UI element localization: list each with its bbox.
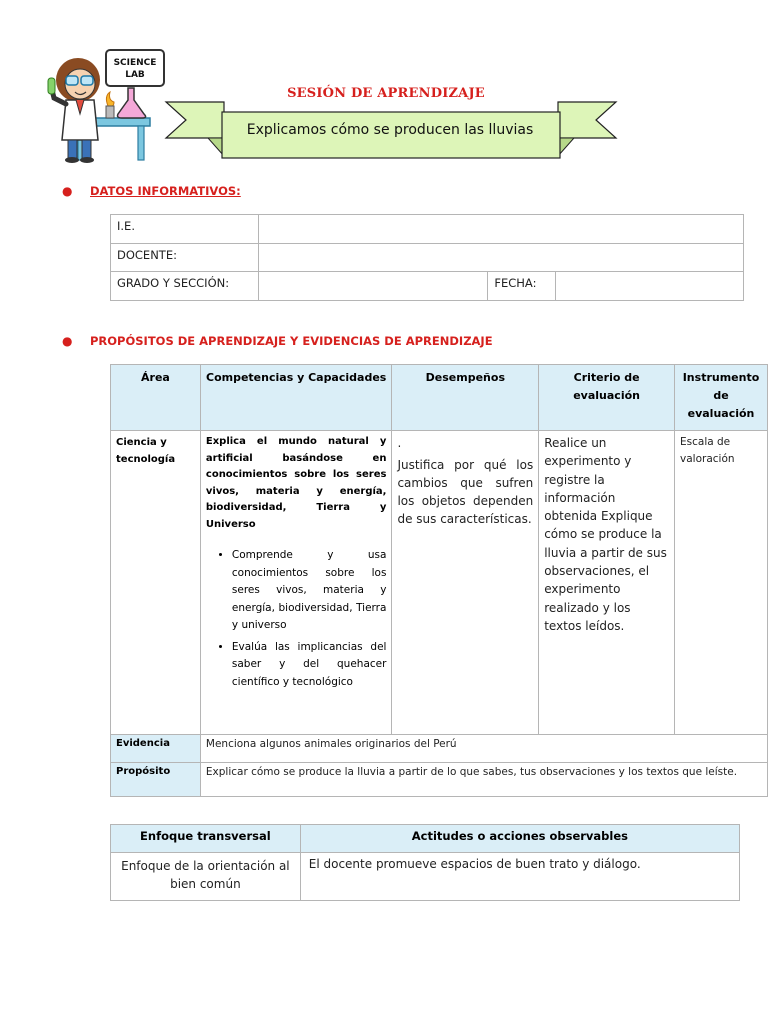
table-row xyxy=(111,215,744,244)
header-criterio: Criterio de evaluación xyxy=(539,365,675,431)
section-title: PROPÓSITOS DE APRENDIZAJE Y EVIDENCIAS DE APRENDIZAJE xyxy=(90,334,493,348)
grado-label: GRADO Y SECCIÓN: xyxy=(111,272,259,301)
svg-text:LAB: LAB xyxy=(125,70,145,80)
table-row xyxy=(111,763,768,797)
ie-label: I.E. xyxy=(111,215,259,244)
table-header-row xyxy=(111,825,740,853)
header-competencias: Competencias y Capacidades xyxy=(200,365,392,431)
list-item: • Evalúa las implicancias del saber y del quehacer científico y tecnológico xyxy=(232,639,387,692)
enfoque-table xyxy=(110,824,740,901)
area-cell: Ciencia y tecnología xyxy=(111,431,201,735)
capacidades-list xyxy=(206,547,387,691)
desempeno-text: Justifica por qué los cambios que sufren los objetos dependen de sus características. xyxy=(397,458,534,526)
fecha-value[interactable] xyxy=(556,272,744,301)
docente-value[interactable] xyxy=(258,243,743,272)
actitud-value: El docente promueve espacios de buen trato y diálogo. xyxy=(300,853,739,901)
table-row xyxy=(111,853,740,901)
section-title: DATOS INFORMATIVOS: xyxy=(90,184,241,198)
instrumento-cell: Escala de valoración xyxy=(675,431,768,735)
svg-text:SCIENCE: SCIENCE xyxy=(113,58,157,68)
header-instrumento: Instrumento de evaluación xyxy=(675,365,768,431)
docente-label: DOCENTE: xyxy=(111,243,259,272)
fecha-label: FECHA: xyxy=(488,272,556,301)
section-datos-informativos xyxy=(62,184,241,198)
header-enfoque: Enfoque transversal xyxy=(111,825,301,853)
competencia-text: Explica el mundo natural y artificial basándose en conocimientos sobre los seres vivos, materia y energía, biodiversidad, Tierra y Universo xyxy=(205,436,387,530)
table-row xyxy=(111,243,744,272)
grado-value[interactable] xyxy=(258,272,488,301)
desempeno-dot: . xyxy=(397,436,402,450)
banner-title: Explicamos cómo se producen las lluvias xyxy=(246,122,534,138)
bullet-icon: ● xyxy=(62,184,73,198)
table-row xyxy=(111,735,768,763)
bullet-icon: ● xyxy=(62,334,73,348)
proposito-label: Propósito xyxy=(111,763,201,797)
header-desempenos: Desempeños xyxy=(392,365,539,431)
header-area: Área xyxy=(111,365,201,431)
propositos-table xyxy=(110,364,768,797)
science-lab-logo xyxy=(44,44,168,164)
section-propositos xyxy=(62,334,493,348)
table-row xyxy=(111,272,744,301)
session-title: SESIÓN DE APRENDIZAJE xyxy=(287,86,485,101)
datos-table xyxy=(110,214,744,301)
table-row xyxy=(111,431,768,735)
evidencia-value: Menciona algunos animales originarios del Perú xyxy=(200,735,767,763)
proposito-value: Explicar cómo se produce la lluvia a partir de lo que sabes, tus observaciones y los textos que leíste. xyxy=(200,763,767,797)
ie-value[interactable] xyxy=(258,215,743,244)
desempenos-cell xyxy=(392,431,539,735)
table-header-row xyxy=(111,365,768,431)
competencias-cell xyxy=(200,431,392,735)
criterio-cell: Realice un experimento y registre la información obtenida Explique cómo se produce la lluvia a partir de sus observaciones, el experimento realizado y los textos leídos. xyxy=(539,431,675,735)
evidencia-label: Evidencia xyxy=(111,735,201,763)
header-actitudes: Actitudes o acciones observables xyxy=(300,825,739,853)
enfoque-value: Enfoque de la orientación al bien común xyxy=(111,853,301,901)
list-item: • Comprende y usa conocimientos sobre los seres vivos, materia y energía, biodiversidad, Tierra y universo xyxy=(232,547,387,635)
